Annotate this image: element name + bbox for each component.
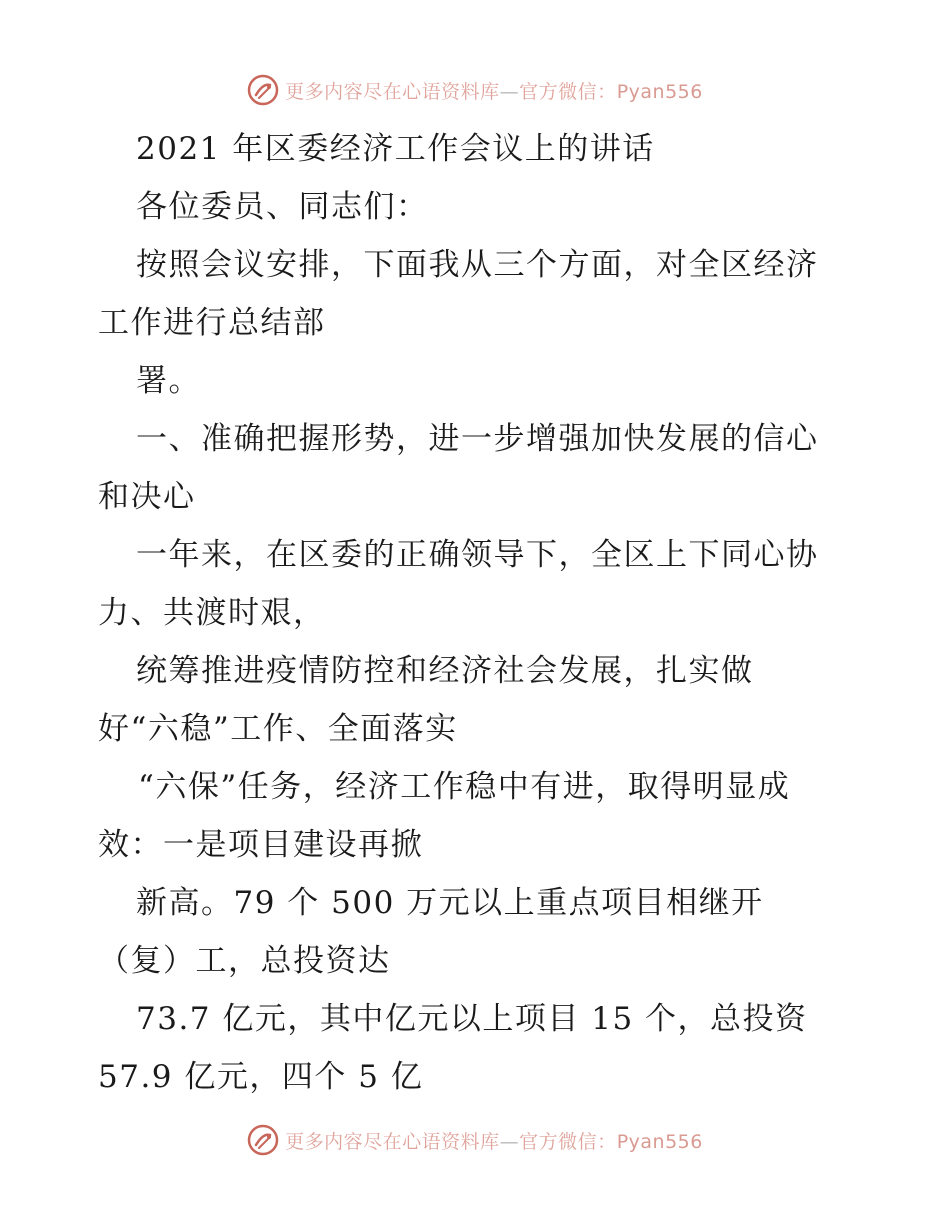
scroll-pen-icon	[247, 1124, 279, 1156]
text-line: 工作进行总结部	[98, 305, 326, 341]
section-heading: 一、准确把握形势，进一步增强加快发展的信心	[136, 421, 819, 457]
text-line: 效：一是项目建设再掀	[98, 827, 423, 863]
document-title: 2021 年区委经济工作会议上的讲话	[136, 131, 655, 167]
text-line: 新高。79 个 500 万元以上重点项目相继开	[136, 885, 764, 921]
text-line: 署。	[136, 363, 201, 399]
text-line: 57.9 亿元，四个 5 亿	[98, 1059, 424, 1095]
text-line: 按照会议安排，下面我从三个方面，对全区经济	[136, 247, 819, 283]
watermark-id: Pyan556	[616, 80, 703, 103]
watermark-separator: —	[499, 1130, 520, 1153]
watermark-title: 更多内容尽在心语资料库	[285, 80, 500, 103]
watermark-text	[285, 77, 703, 104]
text-line: “六保”任务，经济工作稳中有进，取得明显成	[138, 769, 791, 805]
document-body	[98, 120, 858, 1106]
text-line: 力、共渡时艰，	[98, 595, 326, 631]
scroll-pen-icon	[247, 74, 279, 106]
salutation: 各位委员、同志们：	[136, 189, 429, 225]
watermark-id: Pyan556	[616, 1130, 703, 1153]
watermark-separator: —	[499, 80, 520, 103]
section-heading-cont: 和决心	[98, 479, 196, 515]
text-line: （复）工，总投资达	[98, 943, 391, 979]
watermark-title: 更多内容尽在心语资料库	[285, 1130, 500, 1153]
text-line: 好“六稳”工作、全面落实	[98, 711, 458, 747]
watermark-text	[285, 1127, 703, 1154]
text-line: 统筹推进疫情防控和经济社会发展，扎实做	[136, 653, 754, 689]
watermark-label: 官方微信：	[519, 1130, 617, 1153]
text-line: 一年来，在区委的正确领导下，全区上下同心协	[136, 537, 819, 573]
watermark-label: 官方微信：	[519, 80, 617, 103]
text-line: 73.7 亿元，其中亿元以上项目 15 个，总投资	[136, 1001, 808, 1037]
footer-watermark	[0, 1120, 950, 1160]
header-watermark	[0, 70, 950, 110]
